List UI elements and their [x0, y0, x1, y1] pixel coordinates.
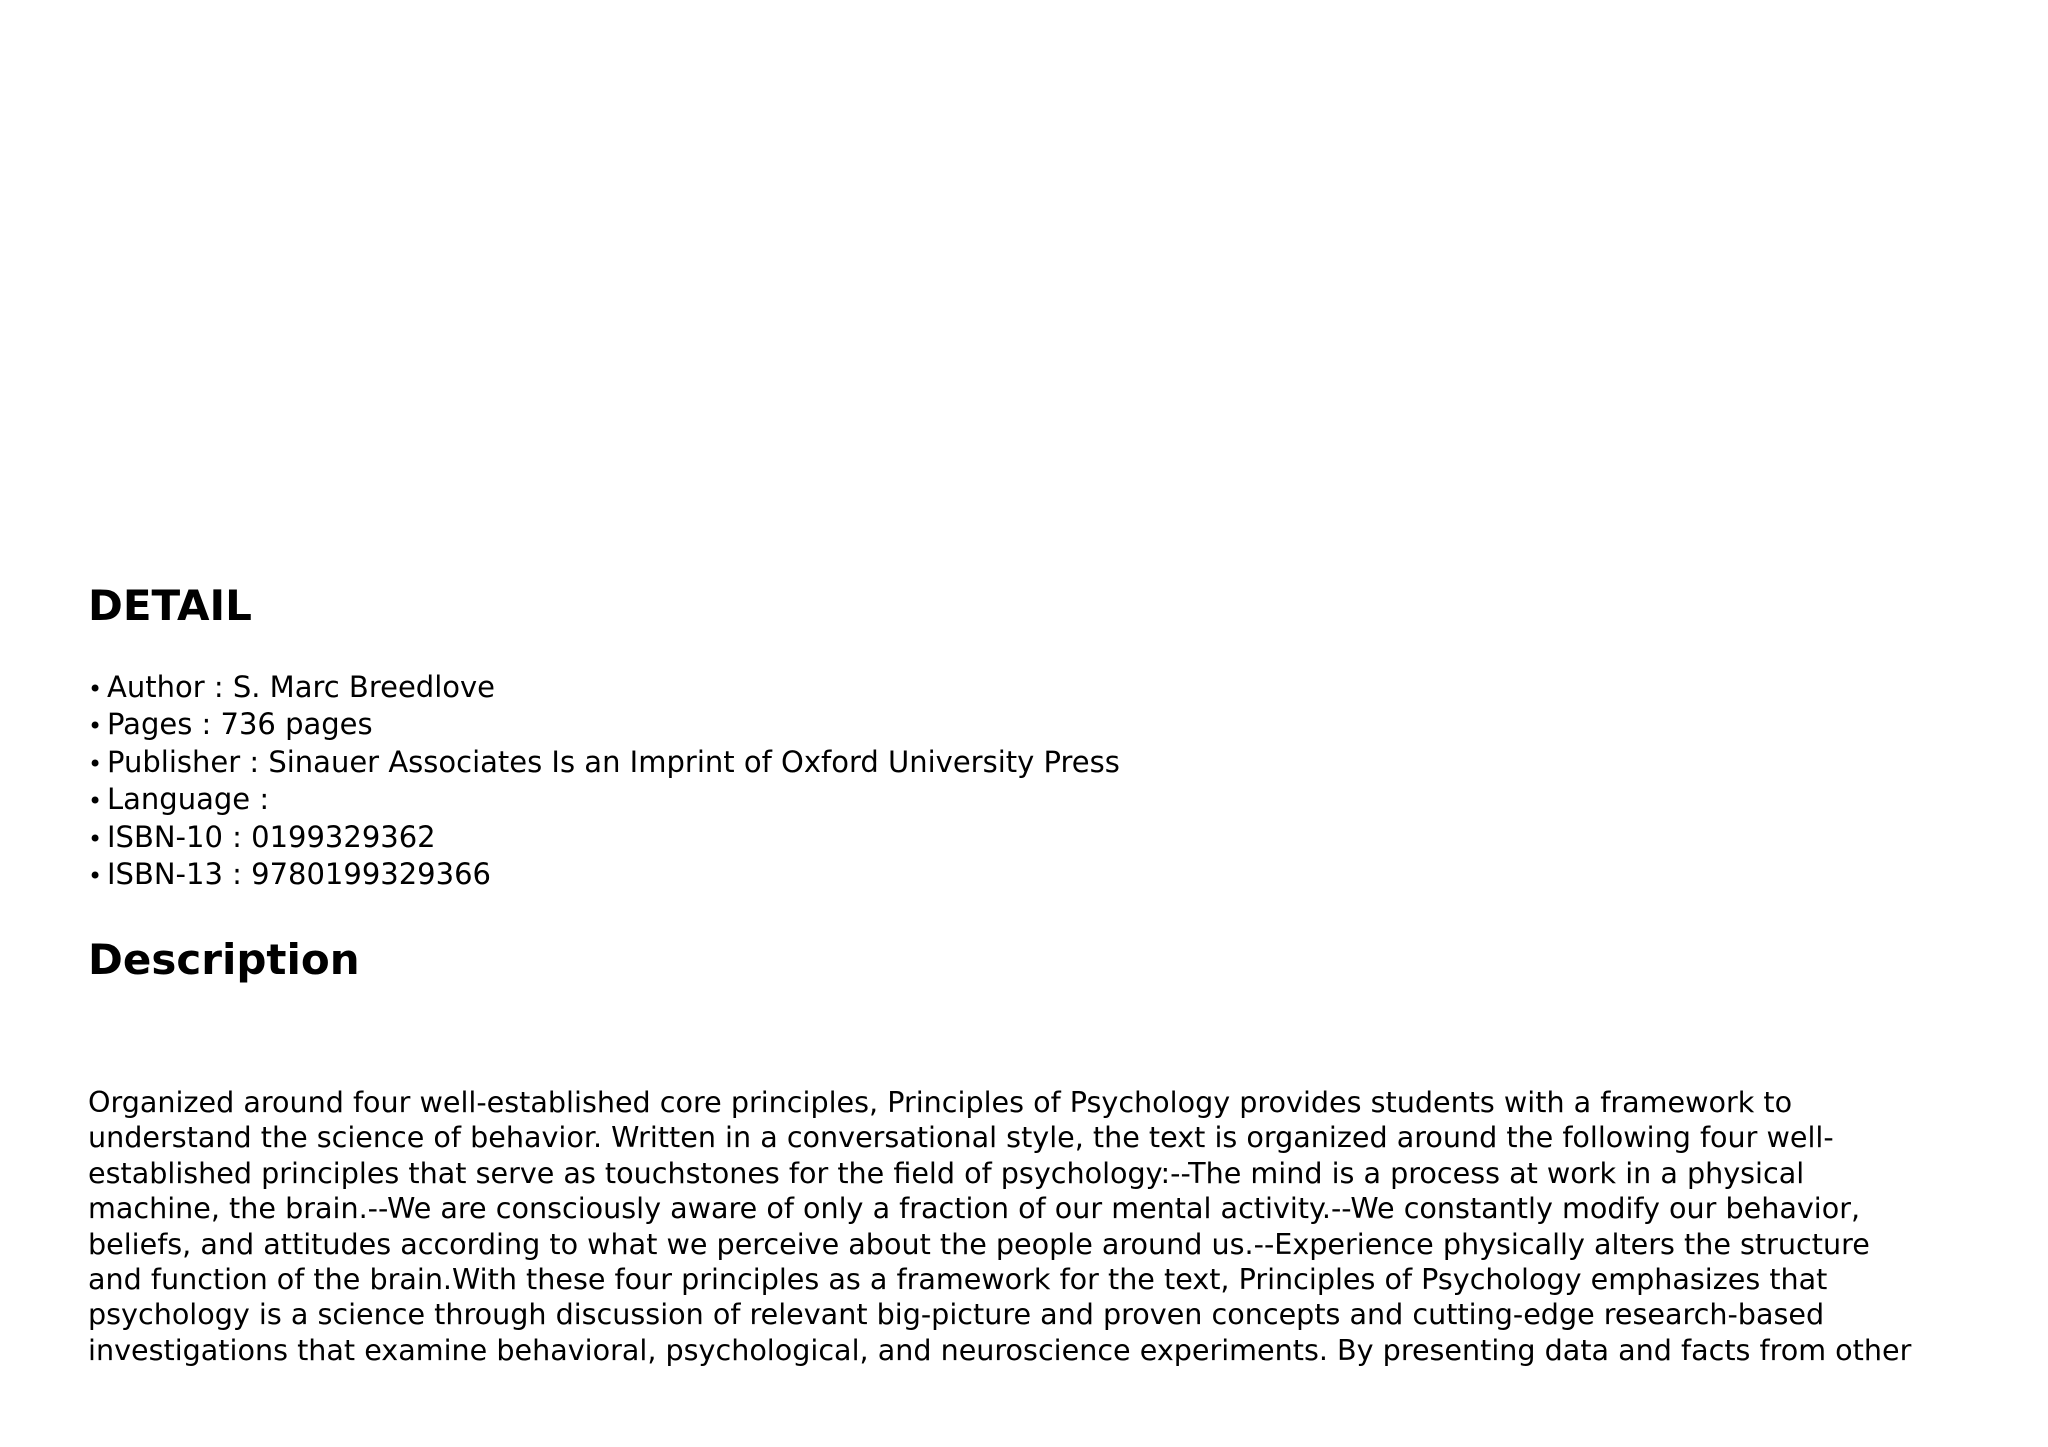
bullet-icon: •	[88, 675, 103, 703]
detail-item-pages	[88, 707, 1120, 744]
bullet-icon: •	[88, 749, 103, 778]
description-line: understand the science of behavior. Written in a conversational style, the text is organized around the following four well-	[88, 1120, 1834, 1155]
description-line: psychology is a science through discussion of relevant big-picture and proven concepts and cutting-edge research-based	[88, 1297, 1825, 1332]
bullet-icon: •	[88, 712, 103, 741]
detail-item-isbn10	[88, 820, 1120, 857]
detail-item-label: ISBN-10 : 0199329362	[107, 819, 436, 854]
description-line: Organized around four well-established core principles, Principles of Psychology provides students with a framework to	[88, 1085, 1793, 1119]
bullet-icon: •	[88, 862, 103, 891]
detail-heading: DETAIL	[88, 581, 252, 630]
bullet-icon: •	[88, 787, 103, 816]
detail-item-author	[88, 670, 1120, 707]
description-line: investigations that examine behavioral, psychological, and neuroscience experiments. By presenting data and facts from other	[88, 1332, 1912, 1367]
bullet-icon: •	[88, 824, 103, 853]
detail-list	[88, 670, 1120, 894]
description-line: machine, the brain.--We are consciously aware of only a fraction of our mental activity.--We constantly modify our behavior,	[88, 1191, 1861, 1226]
detail-item-label: ISBN-13 : 9780199329366	[107, 857, 491, 892]
description-line: beliefs, and attitudes according to what we perceive about the people around us.--Experience physically alters the structure	[88, 1226, 1870, 1261]
description-line: and function of the brain.With these four principles as a framework for the text, Principles of Psychology emphasizes that	[88, 1262, 1828, 1297]
description-heading: Description	[88, 935, 360, 984]
detail-item-label: Pages : 736 pages	[107, 707, 373, 742]
detail-item-isbn13	[88, 857, 1120, 894]
detail-item-language	[88, 782, 1120, 819]
description-line: established principles that serve as touchstones for the field of psychology:--The mind is a process at work in a physical	[88, 1155, 1805, 1190]
detail-item-label: Language :	[107, 782, 270, 817]
description-text	[88, 1085, 1911, 1368]
detail-item-label: Publisher : Sinauer Associates Is an Imprint of Oxford University Press	[107, 744, 1120, 779]
detail-item-publisher	[88, 745, 1120, 782]
detail-item-label: Author : S. Marc Breedlove	[107, 670, 496, 704]
